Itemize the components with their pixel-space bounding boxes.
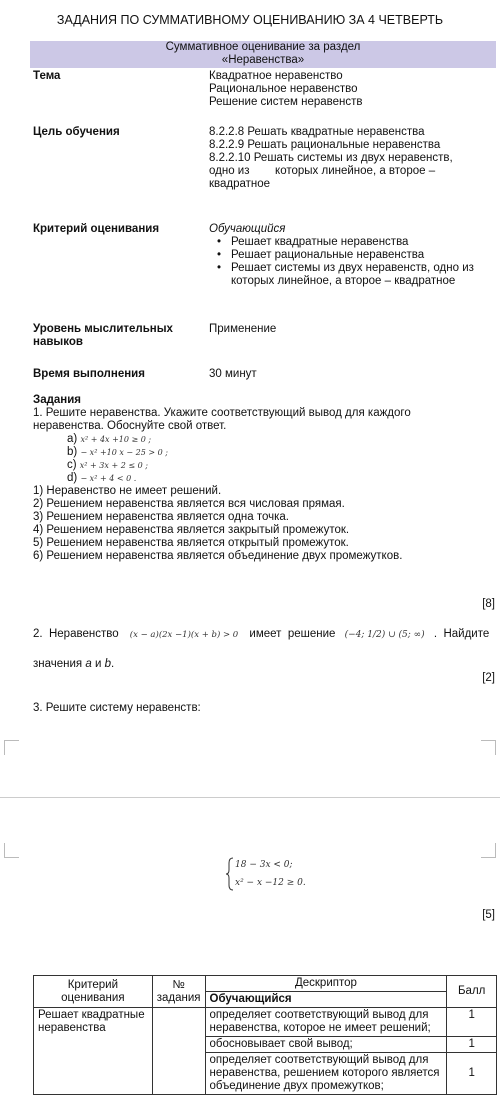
assessment-table xyxy=(33,975,497,1095)
answer-option: 5) Решением неравенства является открытый промежуток. xyxy=(33,537,349,549)
task1-item xyxy=(33,446,498,459)
level-value: Применение xyxy=(209,323,277,335)
document-title: ЗАДАНИЯ ПО СУММАТИВНОМУ ОЦЕНИВАНИЮ ЗА 4 ЧЕТВЕРТЬ xyxy=(56,13,444,27)
level-label-line: Уровень мыслительных xyxy=(33,323,173,335)
task2-line2 xyxy=(33,658,114,670)
criteria-label: Критерий оценивания xyxy=(33,223,160,235)
task3-text: 3. Решите систему неравенств: xyxy=(33,702,201,714)
time-label: Время выполнения xyxy=(33,368,145,380)
item-letter: c) xyxy=(67,459,77,471)
criteria-item: • Решает системы из двух неравенств, одно из которых линейное, а второе – квадратное xyxy=(209,262,497,288)
brace-icon xyxy=(225,857,235,891)
criteria-item: • Решает квадратные неравенства xyxy=(209,236,497,249)
header-task-no: № задания xyxy=(152,976,205,1008)
task1-line: 1. Решите неравенства. Укажите соответствующий вывод для каждого xyxy=(33,407,411,419)
section-banner xyxy=(30,41,496,68)
row-score: 1 xyxy=(447,1008,497,1037)
task1-line: неравенства. Обоснуйте свой ответ. xyxy=(33,420,227,432)
header-descriptor: Дескриптор xyxy=(205,976,447,992)
theme-label: Тема xyxy=(33,70,61,82)
header-student: Обучающийся xyxy=(205,992,447,1008)
answer-option: 1) Неравенство не имеет решений. xyxy=(33,485,222,497)
table-row xyxy=(34,1008,497,1037)
row-criterion: Решает квадратные неравенства xyxy=(34,1008,153,1095)
task2-expr: (x − a)(2x −1)(x + b) > 0 xyxy=(129,630,239,640)
time-value: 30 минут xyxy=(209,368,257,380)
item-letter: b) xyxy=(67,446,78,458)
task1-score: [8] xyxy=(482,598,495,610)
task3-score: [5] xyxy=(482,909,495,921)
answer-option: 4) Решением неравенства является закрытый промежуток. xyxy=(33,524,350,536)
item-expr: − x² + 4 < 0 . xyxy=(80,474,137,483)
var-b: b xyxy=(104,658,111,670)
answer-option: 6) Решением неравенства является объединение двух промежутков. xyxy=(33,550,403,562)
task1-item xyxy=(33,459,498,472)
answer-option: 3) Решением неравенства является одна точка. xyxy=(33,511,290,523)
row-task-no xyxy=(152,1008,205,1095)
goal-value: 8.2.2.10 Решать системы из двух неравенств, xyxy=(209,152,453,164)
row-descriptor: определяет соответствующий вывод для неравенства, которое не имеет решений; xyxy=(205,1008,447,1037)
task2-score: [2] xyxy=(482,672,495,684)
item-expr: − x² +10 x − 25 > 0 ; xyxy=(80,448,168,457)
tasks-block xyxy=(33,394,498,563)
answer-option: 2) Решением неравенства является вся числовая прямая. xyxy=(33,498,345,510)
item-letter: d) xyxy=(67,472,78,484)
goal-value: 8.2.2.8 Решать квадратные неравенства xyxy=(209,126,425,138)
task2-line xyxy=(33,628,498,640)
theme-value: Рациональное неравенство xyxy=(209,83,358,95)
row-descriptor: определяет соответствующий вывод для неравенства, решением которого является объединение двух промежутков; xyxy=(205,1053,447,1095)
section-line-1: Суммативное оценивание за раздел xyxy=(165,41,361,53)
task1-item xyxy=(33,433,498,446)
criteria-item: • Решает рациональные неравенства xyxy=(209,249,497,262)
page-corner xyxy=(4,740,19,755)
row-score: 1 xyxy=(447,1037,497,1053)
task2-text: . xyxy=(111,658,115,670)
page-corner xyxy=(481,843,496,858)
goal-value: 8.2.2.9 Решать рациональные неравенства xyxy=(209,139,441,151)
item-letter: a) xyxy=(67,433,78,445)
section-line-2: «Неравенства» xyxy=(221,54,305,66)
theme-values xyxy=(209,70,494,109)
var-a: a xyxy=(85,658,92,670)
page-divider xyxy=(0,797,500,798)
tasks-heading: Задания xyxy=(33,394,82,406)
level-label-line: навыков xyxy=(33,336,83,348)
goal-value: квадратное xyxy=(209,178,271,190)
level-label xyxy=(33,323,173,349)
row-score: 1 xyxy=(447,1053,497,1095)
task2-interval: (−4; 1/2) ∪ (5; ∞) xyxy=(344,630,425,640)
item-expr: x² + 3x + 2 ≤ 0 ; xyxy=(79,461,148,470)
page-corner xyxy=(4,843,19,858)
system-line: x² − x −12 ≥ 0. xyxy=(235,878,306,888)
theme-value: Решение систем неравенств xyxy=(209,96,363,108)
theme-value: Квадратное неравенство xyxy=(209,70,343,82)
page-corner xyxy=(481,740,496,755)
task2-suffix: . Найдите xyxy=(433,628,490,640)
goal-value: одно из которых линейное, а второе – xyxy=(209,165,436,177)
task2-prefix: 2. Неравенство xyxy=(33,628,119,640)
criteria-values xyxy=(209,223,497,288)
task2-text: значения xyxy=(33,658,86,670)
table-header-row xyxy=(34,976,497,992)
criteria-intro: Обучающийся xyxy=(209,223,286,235)
task1-item xyxy=(33,472,498,485)
system-line: 18 − 3x < 0; xyxy=(235,860,293,870)
row-descriptor: обосновывает свой вывод; xyxy=(205,1037,447,1053)
goal-label: Цель обучения xyxy=(33,126,120,138)
goal-values xyxy=(209,126,494,191)
task2-mid: имеет решение xyxy=(249,628,336,640)
header-score: Балл xyxy=(447,976,497,1008)
item-expr: x² + 4x +10 ≥ 0 ; xyxy=(80,435,152,444)
header-criterion: Критерий оценивания xyxy=(34,976,153,1008)
task2-text: и xyxy=(91,658,105,670)
